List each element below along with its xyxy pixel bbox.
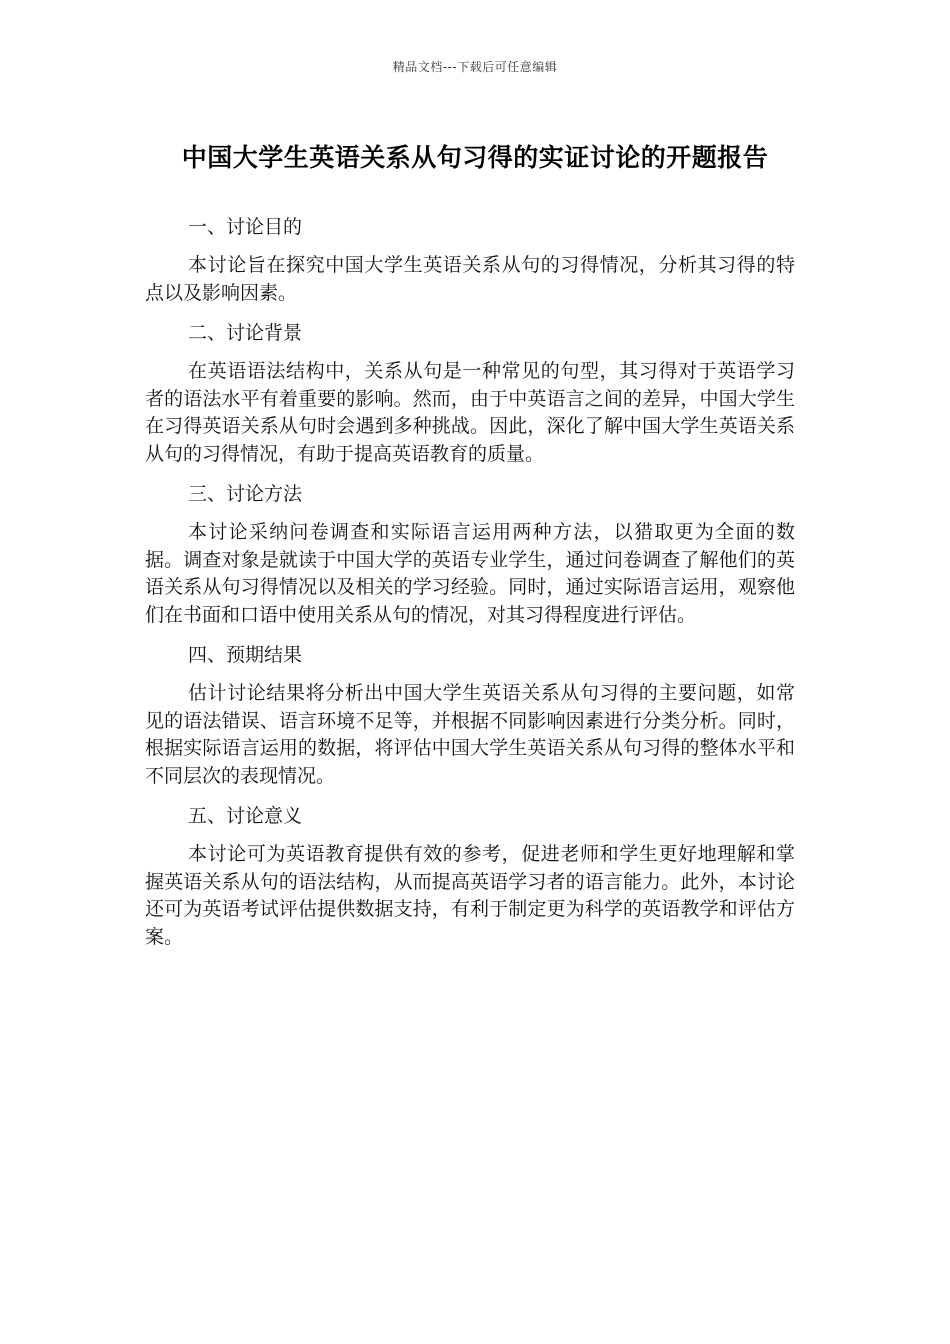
section-paragraph: 本讨论旨在探究中国大学生英语关系从句的习得情况，分析其习得的特点以及影响因素。 (145, 254, 795, 304)
header-note: 精品文档---下载后可任意编辑 (392, 60, 558, 74)
section-heading: 一、讨论目的 (188, 216, 303, 238)
section-paragraph: 在英语语法结构中，关系从句是一种常见的句型，其习得对于英语学习者的语法水平有着重要的影响。然而，由于中英语言之间的差异，中国大学生在习得英语关系从句时会遇到多种挑战。因此，深化了解中国大学生英语关系从句的习得情况，有助于提高英语教育的质量。 (145, 360, 795, 465)
section-paragraph: 估计讨论结果将分析出中国大学生英语关系从句习得的主要问题，如常见的语法错误、语言环境不足等，并根据不同影响因素进行分类分析。同时，根据实际语言运用的数据，将评估中国大学生英语关系从句习得的整体水平和不同层次的表现情况。 (145, 682, 795, 787)
section-significance (145, 802, 795, 951)
section-background (145, 319, 795, 468)
section-paragraph: 本讨论采纳问卷调查和实际语言运用两种方法，以猎取更为全面的数据。调查对象是就读于中国大学的英语专业学生，通过问卷调查了解他们的英语关系从句习得情况以及相关的学习经验。同时，通过实际语言运用，观察他们在书面和口语中使用关系从句的情况，对其习得程度进行评估。 (145, 521, 795, 626)
document-body (145, 213, 795, 963)
section-expected-results (145, 641, 795, 790)
section-purpose (145, 213, 795, 307)
section-heading: 四、预期结果 (188, 644, 303, 666)
section-heading: 三、讨论方法 (188, 483, 303, 505)
section-heading: 五、讨论意义 (188, 805, 303, 827)
section-heading: 二、讨论背景 (188, 322, 303, 344)
section-paragraph: 本讨论可为英语教育提供有效的参考，促进老师和学生更好地理解和掌握英语关系从句的语法结构，从而提高英语学习者的语言能力。此外，本讨论还可为英语考试评估提供数据支持，有利于制定更为科学的英语教学和评估方案。 (145, 843, 795, 948)
document-title: 中国大学生英语关系从句习得的实证讨论的开题报告 (181, 143, 769, 172)
section-method (145, 480, 795, 629)
